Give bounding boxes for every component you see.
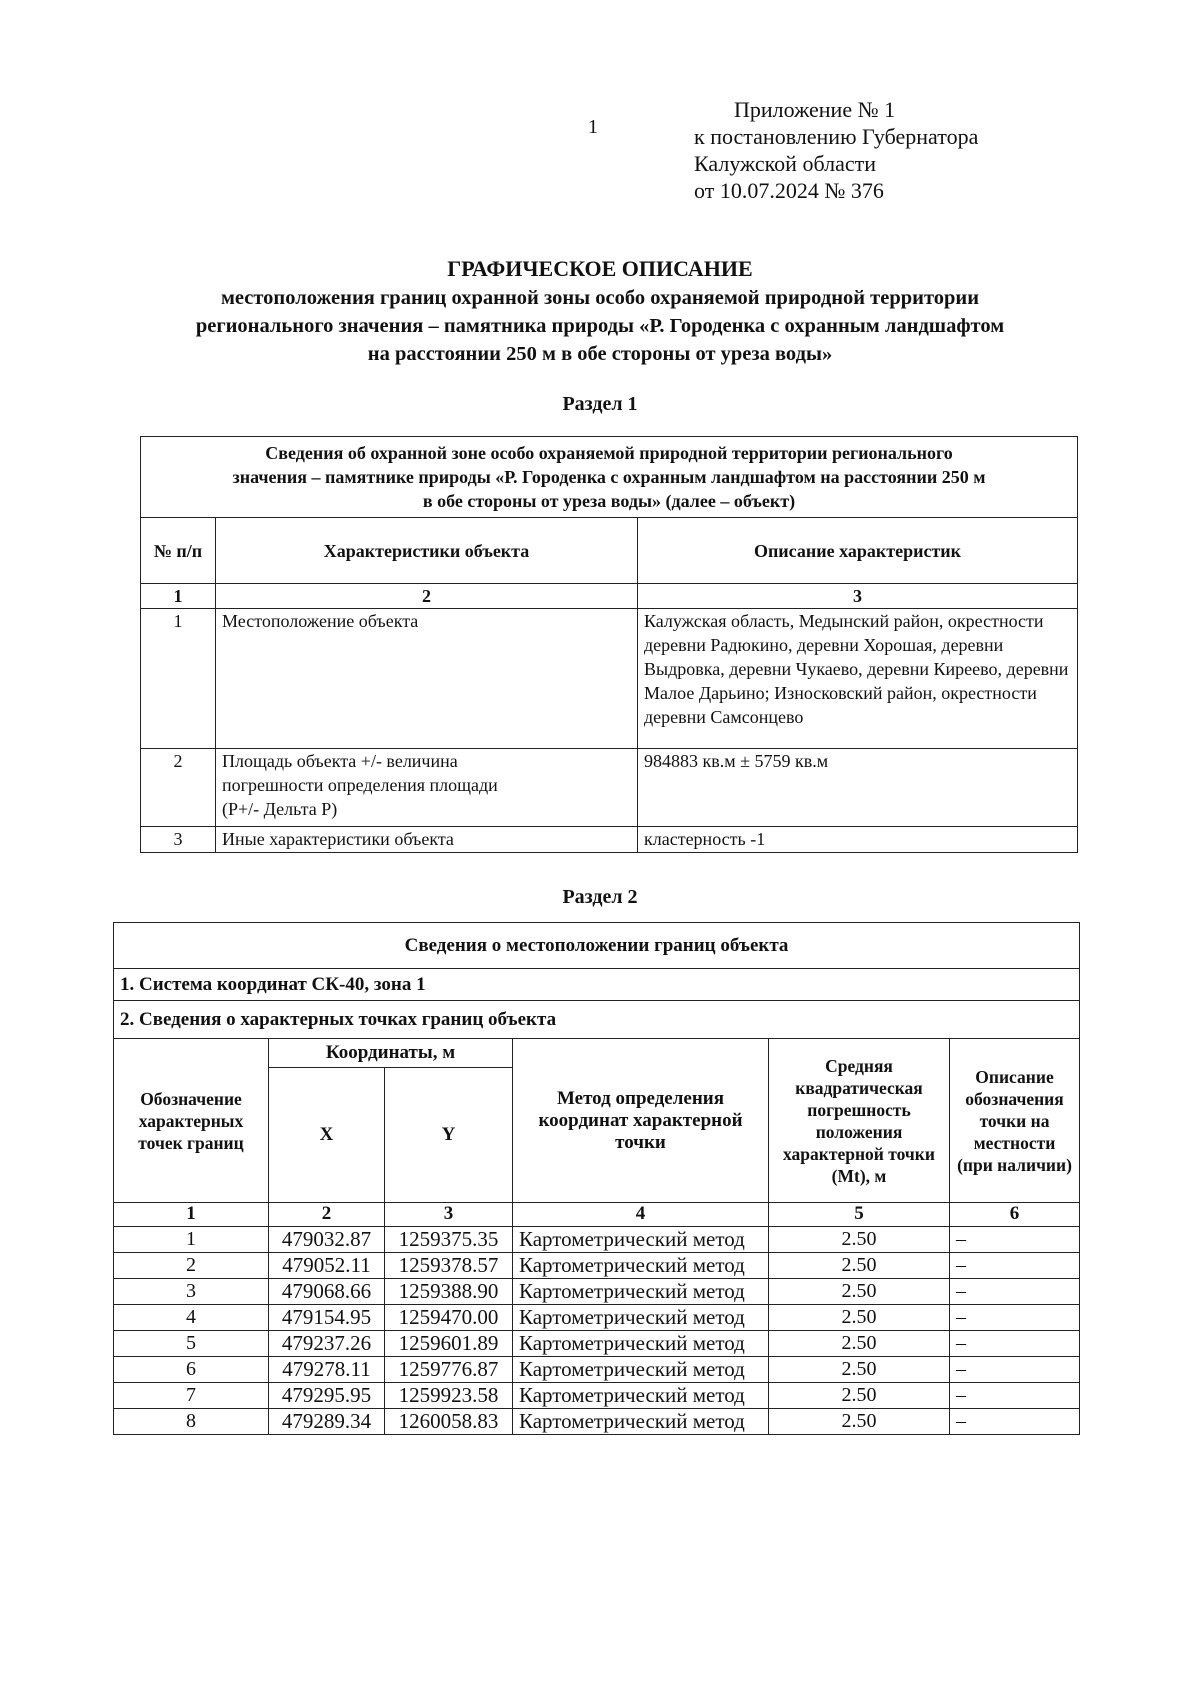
section1-heading: Раздел 1 (562, 393, 638, 415)
point-id: 5 (114, 1331, 269, 1357)
coord-x: 479295.95 (269, 1383, 385, 1409)
mean-error: 2.50 (769, 1331, 950, 1357)
header-error: Средняя квадратическая погрешность положения характерной точки (Mt), м (769, 1039, 950, 1203)
coord-x: 479032.87 (269, 1227, 385, 1253)
method: Картометрический метод (513, 1253, 769, 1279)
header-characteristic: Характеристики объекта (216, 518, 638, 584)
caption-line: в обе стороны от уреза воды» (далее – объект) (422, 491, 796, 511)
annex-line: от 10.07.2024 № 376 (694, 178, 884, 203)
row-value: 984883 кв.м ± 5759 кв.м (638, 749, 1078, 827)
col-number: 3 (638, 584, 1078, 609)
row-name: Площадь объекта +/- величина погрешности определения площади (Р+/- Дельта Р) (216, 749, 638, 827)
point-id: 6 (114, 1357, 269, 1383)
point-id: 2 (114, 1253, 269, 1279)
table-row (141, 827, 1078, 853)
point-description: – (950, 1253, 1080, 1279)
header-number: № п/п (141, 518, 216, 584)
col-number: 2 (216, 584, 638, 609)
coord-x: 479154.95 (269, 1305, 385, 1331)
point-description: – (950, 1357, 1080, 1383)
points-caption: 2. Сведения о характерных точках границ объекта (114, 1001, 1080, 1039)
point-id: 7 (114, 1383, 269, 1409)
coord-x: 479068.66 (269, 1279, 385, 1305)
col-number: 1 (114, 1203, 269, 1227)
point-description: – (950, 1331, 1080, 1357)
row-number: 1 (141, 609, 216, 749)
col-number: 5 (769, 1203, 950, 1227)
method: Картометрический метод (513, 1409, 769, 1435)
point-id: 3 (114, 1279, 269, 1305)
header-description: Описание обозначения точки на местности (при наличии) (950, 1039, 1080, 1203)
table-row (114, 1331, 1080, 1357)
coord-y: 1259923.58 (385, 1383, 513, 1409)
mean-error: 2.50 (769, 1253, 950, 1279)
coord-y: 1259470.00 (385, 1305, 513, 1331)
row-number: 2 (141, 749, 216, 827)
coord-y: 1260058.83 (385, 1409, 513, 1435)
subtitle-line: местоположения границ охранной зоны особо охраняемой природной территории (220, 287, 980, 309)
method: Картометрический метод (513, 1331, 769, 1357)
document-title: ГРАФИЧЕСКОЕ ОПИСАНИЕ (447, 256, 753, 281)
method: Картометрический метод (513, 1279, 769, 1305)
document-subtitle (100, 284, 1100, 368)
annex-reference (694, 96, 978, 204)
point-description: – (950, 1227, 1080, 1253)
method: Картометрический метод (513, 1227, 769, 1253)
row-value: Калужская область, Медынский район, окрестности деревни Радюкино, деревни Хорошая, деревни Выдровка, деревни Чукаево, деревни Киреево, деревни Малое Дарьино; Износковский район, окрестности деревни Самсонцево (638, 609, 1078, 749)
annex-line: к постановлению Губернатора (694, 124, 979, 149)
table-row (114, 1227, 1080, 1253)
col-number: 4 (513, 1203, 769, 1227)
coord-y: 1259388.90 (385, 1279, 513, 1305)
table-row (114, 1305, 1080, 1331)
col-number: 2 (269, 1203, 385, 1227)
header-point: Обозначение характерных точек границ (114, 1039, 269, 1203)
point-description: – (950, 1383, 1080, 1409)
row-name: Иные характеристики объекта (216, 827, 638, 853)
table-row (114, 1253, 1080, 1279)
object-info-table (140, 436, 1078, 853)
row-value: кластерность -1 (638, 827, 1078, 853)
table-caption: Сведения о местоположении границ объекта (114, 923, 1080, 969)
annex-line: Приложение № 1 (734, 97, 896, 122)
mean-error: 2.50 (769, 1409, 950, 1435)
header-coords: Координаты, м (269, 1039, 513, 1068)
method: Картометрический метод (513, 1357, 769, 1383)
mean-error: 2.50 (769, 1383, 950, 1409)
col-number: 6 (950, 1203, 1080, 1227)
point-description: – (950, 1409, 1080, 1435)
row-name: Местоположение объекта (216, 609, 638, 749)
coord-x: 479278.11 (269, 1357, 385, 1383)
col-number: 1 (141, 584, 216, 609)
header-y: Y (385, 1068, 513, 1203)
mean-error: 2.50 (769, 1305, 950, 1331)
method: Картометрический метод (513, 1383, 769, 1409)
coord-system: 1. Система координат СК-40, зона 1 (114, 969, 1080, 1001)
header-x: X (269, 1068, 385, 1203)
table-row (114, 1409, 1080, 1435)
col-number: 3 (385, 1203, 513, 1227)
point-description: – (950, 1305, 1080, 1331)
coord-y: 1259776.87 (385, 1357, 513, 1383)
point-id: 8 (114, 1409, 269, 1435)
mean-error: 2.50 (769, 1357, 950, 1383)
coord-y: 1259375.35 (385, 1227, 513, 1253)
point-description: – (950, 1279, 1080, 1305)
table-row (114, 1279, 1080, 1305)
header-method: Метод определения координат характерной точки (513, 1039, 769, 1203)
coord-y: 1259378.57 (385, 1253, 513, 1279)
table-row (114, 1357, 1080, 1383)
table-caption (141, 437, 1078, 518)
section2-heading: Раздел 2 (562, 886, 638, 908)
table-row (141, 609, 1078, 749)
subtitle-line: регионального значения – памятника природы «Р. Городенка с охранным ландшафтом (195, 315, 1005, 337)
coord-x: 479237.26 (269, 1331, 385, 1357)
point-id: 4 (114, 1305, 269, 1331)
table-row (141, 749, 1078, 827)
mean-error: 2.50 (769, 1227, 950, 1253)
point-id: 1 (114, 1227, 269, 1253)
annex-line: Калужской области (694, 151, 876, 176)
row-number: 3 (141, 827, 216, 853)
coord-x: 479052.11 (269, 1253, 385, 1279)
page-number: 1 (588, 116, 598, 138)
table-row (114, 1383, 1080, 1409)
method: Картометрический метод (513, 1305, 769, 1331)
coord-x: 479289.34 (269, 1409, 385, 1435)
caption-line: Сведения об охранной зоне особо охраняемой природной территории регионального (265, 443, 953, 463)
coord-y: 1259601.89 (385, 1331, 513, 1357)
subtitle-line: на расстоянии 250 м в обе стороны от уреза воды» (367, 343, 833, 365)
boundary-points-table (113, 922, 1080, 1435)
caption-line: значения – памятнике природы «Р. Городенка с охранным ландшафтом на расстоянии 250 м (232, 467, 986, 487)
header-description: Описание характеристик (638, 518, 1078, 584)
mean-error: 2.50 (769, 1279, 950, 1305)
